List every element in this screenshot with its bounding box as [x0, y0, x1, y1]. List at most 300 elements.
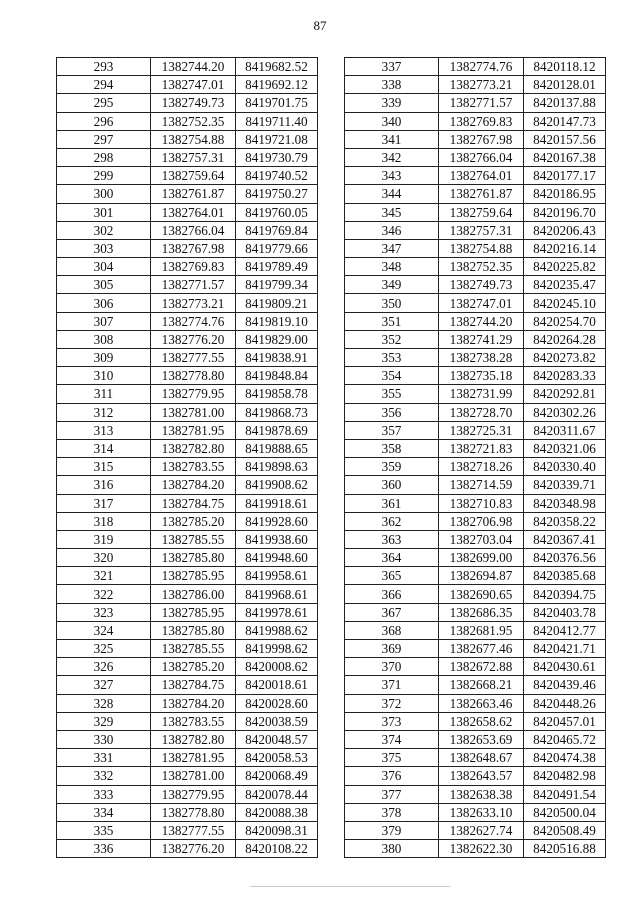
y-coordinate-cell: 8420465.72: [524, 730, 606, 748]
table-row: [345, 603, 606, 621]
point-number-cell: 321: [57, 567, 151, 585]
table-row: [57, 494, 318, 512]
table-row: [57, 530, 318, 548]
y-coordinate-cell: 8419948.60: [236, 549, 318, 567]
x-coordinate-cell: 1382710.83: [439, 494, 524, 512]
table-row: [345, 494, 606, 512]
point-number-cell: 343: [345, 167, 439, 185]
x-coordinate-cell: 1382744.20: [439, 312, 524, 330]
y-coordinate-cell: 8419958.61: [236, 567, 318, 585]
table-row: [345, 512, 606, 530]
table-row: [345, 749, 606, 767]
y-coordinate-cell: 8420128.01: [524, 76, 606, 94]
page-number: 87: [313, 18, 327, 33]
y-coordinate-cell: 8420028.60: [236, 694, 318, 712]
table-row: [57, 785, 318, 803]
table-row: [345, 312, 606, 330]
point-number-cell: 316: [57, 476, 151, 494]
x-coordinate-cell: 1382738.28: [439, 349, 524, 367]
y-coordinate-cell: 8420186.95: [524, 185, 606, 203]
point-number-cell: 379: [345, 821, 439, 839]
point-number-cell: 322: [57, 585, 151, 603]
x-coordinate-cell: 1382714.59: [439, 476, 524, 494]
x-coordinate-cell: 1382731.99: [439, 385, 524, 403]
x-coordinate-cell: 1382778.80: [151, 803, 236, 821]
table-row: [57, 167, 318, 185]
y-coordinate-cell: 8420376.56: [524, 549, 606, 567]
y-coordinate-cell: 8419809.21: [236, 294, 318, 312]
y-coordinate-cell: 8420225.82: [524, 258, 606, 276]
footer-rule: [250, 886, 450, 887]
y-coordinate-cell: 8420339.71: [524, 476, 606, 494]
point-number-cell: 308: [57, 330, 151, 348]
x-coordinate-cell: 1382718.26: [439, 458, 524, 476]
point-number-cell: 310: [57, 367, 151, 385]
y-coordinate-cell: 8420448.26: [524, 694, 606, 712]
table-row: [345, 258, 606, 276]
y-coordinate-cell: 8419730.79: [236, 148, 318, 166]
point-number-cell: 357: [345, 421, 439, 439]
point-number-cell: 376: [345, 767, 439, 785]
y-coordinate-cell: 8420385.68: [524, 567, 606, 585]
x-coordinate-cell: 1382699.00: [439, 549, 524, 567]
y-coordinate-cell: 8420254.70: [524, 312, 606, 330]
y-coordinate-cell: 8420348.98: [524, 494, 606, 512]
x-coordinate-cell: 1382785.55: [151, 640, 236, 658]
y-coordinate-cell: 8420491.54: [524, 785, 606, 803]
point-number-cell: 299: [57, 167, 151, 185]
point-number-cell: 367: [345, 603, 439, 621]
point-number-cell: 374: [345, 730, 439, 748]
x-coordinate-cell: 1382744.20: [151, 58, 236, 76]
y-coordinate-cell: 8420321.06: [524, 439, 606, 457]
x-coordinate-cell: 1382754.88: [439, 239, 524, 257]
table-row: [57, 367, 318, 385]
point-number-cell: 306: [57, 294, 151, 312]
y-coordinate-cell: 8419750.27: [236, 185, 318, 203]
point-number-cell: 294: [57, 76, 151, 94]
x-coordinate-cell: 1382627.74: [439, 821, 524, 839]
y-coordinate-cell: 8420474.38: [524, 749, 606, 767]
table-row: [345, 349, 606, 367]
y-coordinate-cell: 8420500.04: [524, 803, 606, 821]
table-row: [345, 821, 606, 839]
point-number-cell: 355: [345, 385, 439, 403]
x-coordinate-cell: 1382672.88: [439, 658, 524, 676]
point-number-cell: 359: [345, 458, 439, 476]
x-coordinate-cell: 1382728.70: [439, 403, 524, 421]
point-number-cell: 297: [57, 130, 151, 148]
y-coordinate-cell: 8420157.56: [524, 130, 606, 148]
table-row: [57, 640, 318, 658]
table-row: [57, 258, 318, 276]
point-number-cell: 298: [57, 148, 151, 166]
x-coordinate-cell: 1382776.20: [151, 330, 236, 348]
y-coordinate-cell: 8419819.10: [236, 312, 318, 330]
table-row: [345, 694, 606, 712]
table-row: [57, 276, 318, 294]
table-row: [345, 385, 606, 403]
point-number-cell: 378: [345, 803, 439, 821]
y-coordinate-cell: 8419779.66: [236, 239, 318, 257]
y-coordinate-cell: 8420302.26: [524, 403, 606, 421]
point-number-cell: 370: [345, 658, 439, 676]
x-coordinate-cell: 1382783.55: [151, 712, 236, 730]
point-number-cell: 342: [345, 148, 439, 166]
table-row: [57, 749, 318, 767]
y-coordinate-cell: 8420283.33: [524, 367, 606, 385]
point-number-cell: 336: [57, 840, 151, 858]
point-number-cell: 317: [57, 494, 151, 512]
x-coordinate-cell: 1382749.73: [439, 276, 524, 294]
y-coordinate-cell: 8420358.22: [524, 512, 606, 530]
point-number-cell: 304: [57, 258, 151, 276]
y-coordinate-cell: 8420058.53: [236, 749, 318, 767]
x-coordinate-cell: 1382694.87: [439, 567, 524, 585]
table-row: [57, 349, 318, 367]
table-row: [345, 658, 606, 676]
y-coordinate-cell: 8420088.38: [236, 803, 318, 821]
table-row: [57, 567, 318, 585]
point-number-cell: 365: [345, 567, 439, 585]
x-coordinate-cell: 1382663.46: [439, 694, 524, 712]
x-coordinate-cell: 1382785.80: [151, 621, 236, 639]
point-number-cell: 340: [345, 112, 439, 130]
x-coordinate-cell: 1382786.00: [151, 585, 236, 603]
point-number-cell: 380: [345, 840, 439, 858]
y-coordinate-cell: 8420264.28: [524, 330, 606, 348]
y-coordinate-cell: 8419888.65: [236, 439, 318, 457]
x-coordinate-cell: 1382754.88: [151, 130, 236, 148]
point-number-cell: 358: [345, 439, 439, 457]
table-row: [345, 76, 606, 94]
point-number-cell: 337: [345, 58, 439, 76]
table-row: [57, 585, 318, 603]
y-coordinate-cell: 8419878.69: [236, 421, 318, 439]
x-coordinate-cell: 1382633.10: [439, 803, 524, 821]
x-coordinate-cell: 1382725.31: [439, 421, 524, 439]
table-row: [57, 58, 318, 76]
y-coordinate-cell: 8419928.60: [236, 512, 318, 530]
x-coordinate-cell: 1382784.20: [151, 476, 236, 494]
x-coordinate-cell: 1382778.80: [151, 367, 236, 385]
point-number-cell: 349: [345, 276, 439, 294]
y-coordinate-cell: 8420330.40: [524, 458, 606, 476]
point-number-cell: 319: [57, 530, 151, 548]
x-coordinate-cell: 1382784.75: [151, 494, 236, 512]
y-coordinate-cell: 8419692.12: [236, 76, 318, 94]
point-number-cell: 307: [57, 312, 151, 330]
point-number-cell: 369: [345, 640, 439, 658]
x-coordinate-cell: 1382677.46: [439, 640, 524, 658]
x-coordinate-cell: 1382782.80: [151, 439, 236, 457]
x-coordinate-cell: 1382703.04: [439, 530, 524, 548]
y-coordinate-cell: 8419829.00: [236, 330, 318, 348]
x-coordinate-cell: 1382764.01: [439, 167, 524, 185]
table-row: [57, 767, 318, 785]
point-number-cell: 344: [345, 185, 439, 203]
x-coordinate-cell: 1382686.35: [439, 603, 524, 621]
point-number-cell: 362: [345, 512, 439, 530]
table-row: [57, 658, 318, 676]
table-row: [57, 294, 318, 312]
x-coordinate-cell: 1382747.01: [439, 294, 524, 312]
point-number-cell: 331: [57, 749, 151, 767]
x-coordinate-cell: 1382741.29: [439, 330, 524, 348]
point-number-cell: 296: [57, 112, 151, 130]
x-coordinate-cell: 1382767.98: [151, 239, 236, 257]
x-coordinate-cell: 1382658.62: [439, 712, 524, 730]
table-row: [345, 421, 606, 439]
point-number-cell: 352: [345, 330, 439, 348]
y-coordinate-cell: 8419998.62: [236, 640, 318, 658]
table-row: [345, 585, 606, 603]
y-coordinate-cell: 8420421.71: [524, 640, 606, 658]
point-number-cell: 300: [57, 185, 151, 203]
y-coordinate-cell: 8420439.46: [524, 676, 606, 694]
table-row: [345, 730, 606, 748]
y-coordinate-cell: 8419701.75: [236, 94, 318, 112]
table-row: [345, 367, 606, 385]
point-number-cell: 325: [57, 640, 151, 658]
x-coordinate-cell: 1382769.83: [439, 112, 524, 130]
x-coordinate-cell: 1382643.57: [439, 767, 524, 785]
x-coordinate-cell: 1382761.87: [439, 185, 524, 203]
point-number-cell: 305: [57, 276, 151, 294]
point-number-cell: 320: [57, 549, 151, 567]
x-coordinate-cell: 1382784.75: [151, 676, 236, 694]
point-number-cell: 368: [345, 621, 439, 639]
x-coordinate-cell: 1382779.95: [151, 785, 236, 803]
y-coordinate-cell: 8420068.49: [236, 767, 318, 785]
table-row: [345, 330, 606, 348]
y-coordinate-cell: 8419740.52: [236, 167, 318, 185]
point-number-cell: 346: [345, 221, 439, 239]
y-coordinate-cell: 8420457.01: [524, 712, 606, 730]
x-coordinate-cell: 1382777.55: [151, 349, 236, 367]
table-row: [57, 676, 318, 694]
point-number-cell: 339: [345, 94, 439, 112]
x-coordinate-cell: 1382781.95: [151, 749, 236, 767]
y-coordinate-cell: 8419799.34: [236, 276, 318, 294]
x-coordinate-cell: 1382638.38: [439, 785, 524, 803]
table-row: [57, 821, 318, 839]
y-coordinate-cell: 8419938.60: [236, 530, 318, 548]
y-coordinate-cell: 8420367.41: [524, 530, 606, 548]
point-number-cell: 327: [57, 676, 151, 694]
point-number-cell: 333: [57, 785, 151, 803]
y-coordinate-cell: 8420098.31: [236, 821, 318, 839]
x-coordinate-cell: 1382681.95: [439, 621, 524, 639]
x-coordinate-cell: 1382779.95: [151, 385, 236, 403]
x-coordinate-cell: 1382781.00: [151, 403, 236, 421]
coordinates-table-left: [56, 57, 318, 858]
x-coordinate-cell: 1382783.55: [151, 458, 236, 476]
coordinates-table-right: [344, 57, 606, 858]
point-number-cell: 326: [57, 658, 151, 676]
x-coordinate-cell: 1382766.04: [151, 221, 236, 239]
y-coordinate-cell: 8420508.49: [524, 821, 606, 839]
table-row: [345, 112, 606, 130]
point-number-cell: 347: [345, 239, 439, 257]
x-coordinate-cell: 1382781.00: [151, 767, 236, 785]
y-coordinate-cell: 8420394.75: [524, 585, 606, 603]
x-coordinate-cell: 1382757.31: [151, 148, 236, 166]
x-coordinate-cell: 1382749.73: [151, 94, 236, 112]
point-number-cell: 293: [57, 58, 151, 76]
x-coordinate-cell: 1382766.04: [439, 148, 524, 166]
x-coordinate-cell: 1382759.64: [439, 203, 524, 221]
y-coordinate-cell: 8420137.88: [524, 94, 606, 112]
x-coordinate-cell: 1382785.55: [151, 530, 236, 548]
table-row: [57, 458, 318, 476]
table-row: [57, 185, 318, 203]
y-coordinate-cell: 8420206.43: [524, 221, 606, 239]
table-row: [345, 130, 606, 148]
x-coordinate-cell: 1382767.98: [439, 130, 524, 148]
y-coordinate-cell: 8420078.44: [236, 785, 318, 803]
y-coordinate-cell: 8419898.63: [236, 458, 318, 476]
x-coordinate-cell: 1382785.20: [151, 512, 236, 530]
table-row: [345, 767, 606, 785]
table-row: [345, 567, 606, 585]
x-coordinate-cell: 1382759.64: [151, 167, 236, 185]
x-coordinate-cell: 1382785.20: [151, 658, 236, 676]
table-row: [57, 512, 318, 530]
point-number-cell: 318: [57, 512, 151, 530]
point-number-cell: 363: [345, 530, 439, 548]
y-coordinate-cell: 8420516.88: [524, 840, 606, 858]
y-coordinate-cell: 8420273.82: [524, 349, 606, 367]
table-row: [57, 803, 318, 821]
x-coordinate-cell: 1382769.83: [151, 258, 236, 276]
table-row: [57, 94, 318, 112]
table-row: [57, 112, 318, 130]
y-coordinate-cell: 8420167.38: [524, 148, 606, 166]
point-number-cell: 334: [57, 803, 151, 821]
table-row: [57, 330, 318, 348]
table-row: [345, 239, 606, 257]
y-coordinate-cell: 8420430.61: [524, 658, 606, 676]
y-coordinate-cell: 8420147.73: [524, 112, 606, 130]
x-coordinate-cell: 1382668.21: [439, 676, 524, 694]
x-coordinate-cell: 1382776.20: [151, 840, 236, 858]
y-coordinate-cell: 8420108.22: [236, 840, 318, 858]
point-number-cell: 364: [345, 549, 439, 567]
point-number-cell: 345: [345, 203, 439, 221]
table-row: [57, 130, 318, 148]
point-number-cell: 314: [57, 439, 151, 457]
table-row: [345, 203, 606, 221]
point-number-cell: 295: [57, 94, 151, 112]
y-coordinate-cell: 8419711.40: [236, 112, 318, 130]
point-number-cell: 361: [345, 494, 439, 512]
y-coordinate-cell: 8419721.08: [236, 130, 318, 148]
x-coordinate-cell: 1382690.65: [439, 585, 524, 603]
table-row: [57, 221, 318, 239]
point-number-cell: 373: [345, 712, 439, 730]
x-coordinate-cell: 1382784.20: [151, 694, 236, 712]
table-row: [57, 421, 318, 439]
y-coordinate-cell: 8419978.61: [236, 603, 318, 621]
y-coordinate-cell: 8420048.57: [236, 730, 318, 748]
table-row: [57, 385, 318, 403]
table-row: [345, 148, 606, 166]
y-coordinate-cell: 8420403.78: [524, 603, 606, 621]
table-row: [57, 549, 318, 567]
x-coordinate-cell: 1382771.57: [151, 276, 236, 294]
table-row: [57, 203, 318, 221]
table-row: [345, 549, 606, 567]
table-row: [57, 439, 318, 457]
table-row: [345, 676, 606, 694]
table-row: [57, 239, 318, 257]
table-row: [345, 530, 606, 548]
point-number-cell: 330: [57, 730, 151, 748]
table-row: [345, 167, 606, 185]
point-number-cell: 323: [57, 603, 151, 621]
y-coordinate-cell: 8419769.84: [236, 221, 318, 239]
table-row: [345, 221, 606, 239]
point-number-cell: 351: [345, 312, 439, 330]
table-row: [345, 294, 606, 312]
table-row: [57, 840, 318, 858]
y-coordinate-cell: 8420018.61: [236, 676, 318, 694]
table-row: [57, 312, 318, 330]
point-number-cell: 354: [345, 367, 439, 385]
table-row: [345, 185, 606, 203]
point-number-cell: 328: [57, 694, 151, 712]
x-coordinate-cell: 1382752.35: [151, 112, 236, 130]
x-coordinate-cell: 1382706.98: [439, 512, 524, 530]
x-coordinate-cell: 1382752.35: [439, 258, 524, 276]
y-coordinate-cell: 8419848.84: [236, 367, 318, 385]
point-number-cell: 311: [57, 385, 151, 403]
table-row: [345, 640, 606, 658]
point-number-cell: 377: [345, 785, 439, 803]
point-number-cell: 341: [345, 130, 439, 148]
table-row: [57, 403, 318, 421]
y-coordinate-cell: 8419760.05: [236, 203, 318, 221]
x-coordinate-cell: 1382747.01: [151, 76, 236, 94]
table-row: [345, 58, 606, 76]
point-number-cell: 371: [345, 676, 439, 694]
x-coordinate-cell: 1382785.95: [151, 603, 236, 621]
point-number-cell: 350: [345, 294, 439, 312]
point-number-cell: 324: [57, 621, 151, 639]
x-coordinate-cell: 1382774.76: [439, 58, 524, 76]
table-row: [345, 785, 606, 803]
y-coordinate-cell: 8420008.62: [236, 658, 318, 676]
point-number-cell: 338: [345, 76, 439, 94]
point-number-cell: 313: [57, 421, 151, 439]
table-row: [345, 403, 606, 421]
y-coordinate-cell: 8420216.14: [524, 239, 606, 257]
point-number-cell: 348: [345, 258, 439, 276]
table-row: [57, 621, 318, 639]
table-row: [345, 840, 606, 858]
point-number-cell: 335: [57, 821, 151, 839]
point-number-cell: 303: [57, 239, 151, 257]
point-number-cell: 329: [57, 712, 151, 730]
y-coordinate-cell: 8419968.61: [236, 585, 318, 603]
y-coordinate-cell: 8420292.81: [524, 385, 606, 403]
table-row: [57, 603, 318, 621]
x-coordinate-cell: 1382781.95: [151, 421, 236, 439]
x-coordinate-cell: 1382721.83: [439, 439, 524, 457]
point-number-cell: 332: [57, 767, 151, 785]
table-row: [345, 476, 606, 494]
